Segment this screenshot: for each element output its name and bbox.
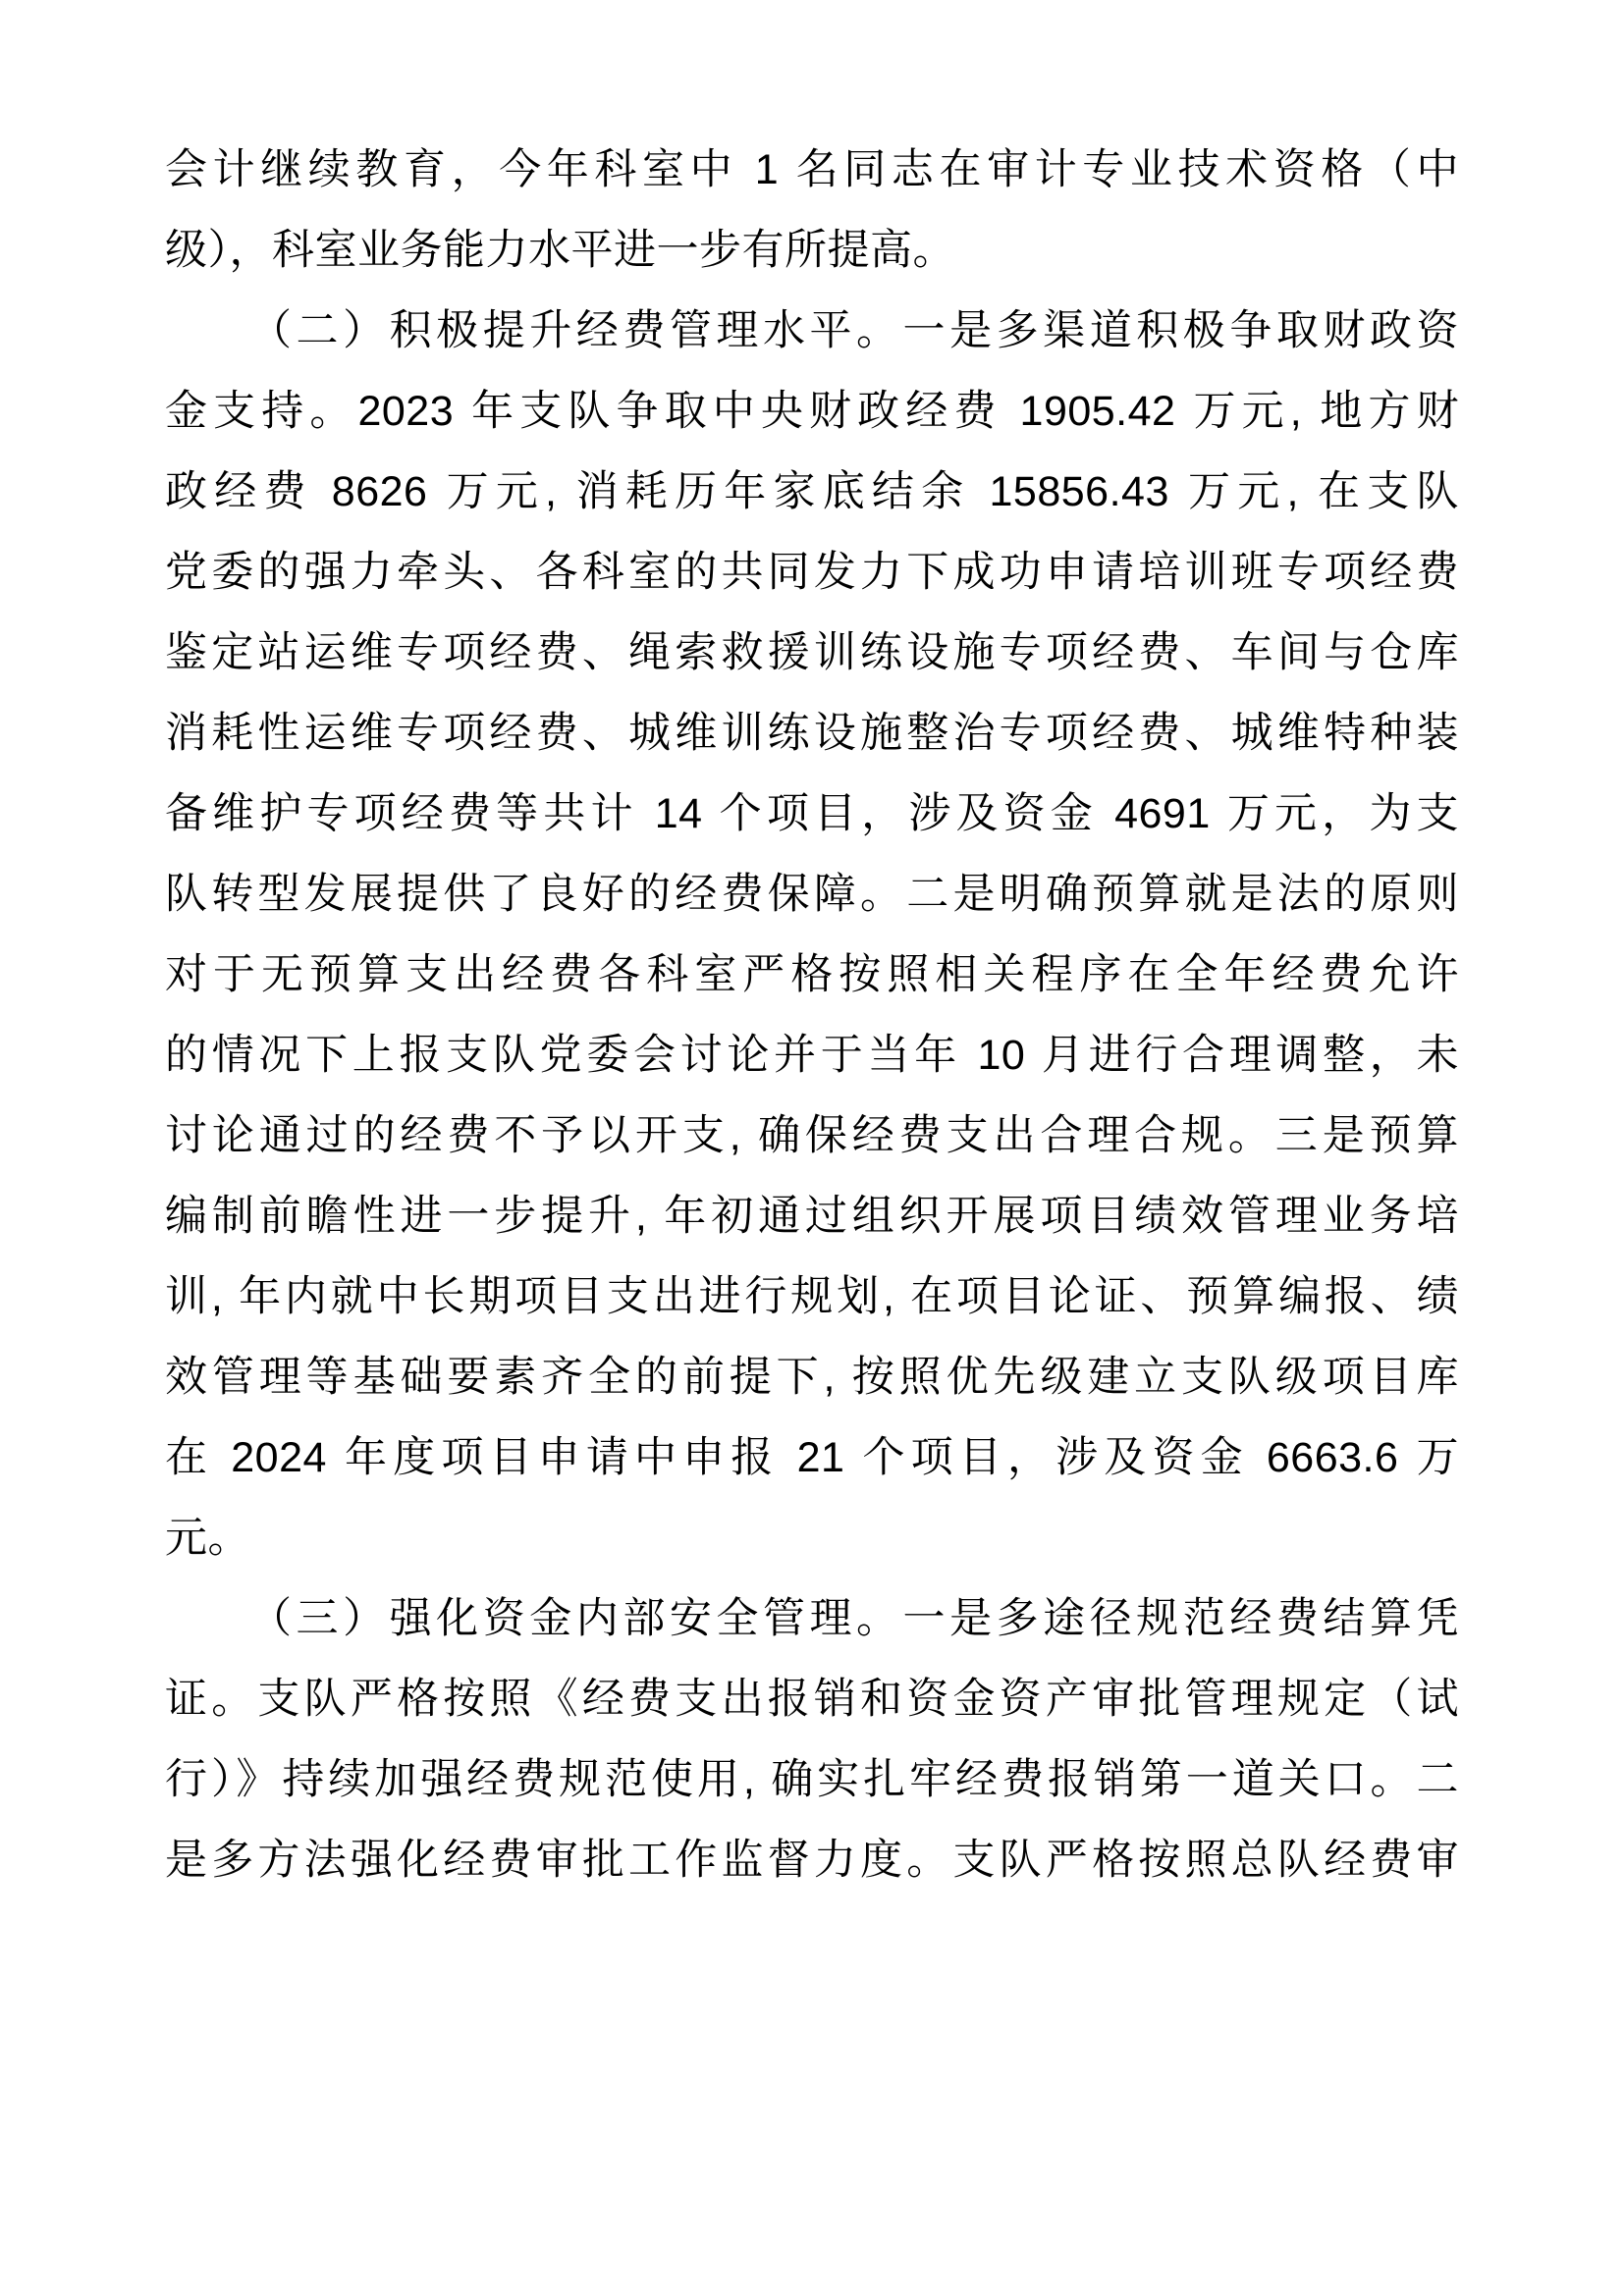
text-line: 备维护专项经费等共计 14 个项目，涉及资金 4691 万元，为支 [165,790,1459,837]
text-line: 级），科室业务能力水平进一步有所提高。 [165,227,955,274]
paragraph-section-3 [165,1578,1459,1900]
text-line: 行）》持续加强经费规范使用, 确实扎牢经费报销第一道关口。二 [165,1756,1459,1803]
text-line: 会计继续教育，今年科室中 1 名同志在审计专业技术资格（中 [165,146,1459,193]
text-line: 党委的强力牵头、各科室的共同发力下成功申请培训班专项经费 [165,549,1459,596]
text-line: 效管理等基础要素齐全的前提下, 按照优先级建立支队级项目库 [165,1354,1459,1401]
text-line: 讨论通过的经费不予以开支, 确保经费支出合理合规。三是预算 [165,1112,1459,1159]
document-body [165,130,1459,1900]
paragraph-continued [165,130,1459,291]
text-line: 鉴定站运维专项经费、绳索救援训练设施专项经费、车间与仓库 [165,629,1459,676]
text-line: 编制前瞻性进一步提升, 年初通过组织开展项目绩效管理业务培 [165,1193,1459,1240]
paragraph-section-2 [165,291,1459,1578]
text-line: 证。支队严格按照《经费支出报销和资金资产审批管理规定（试 [165,1676,1459,1723]
text-line: 政经费 8626 万元, 消耗历年家底结余 15856.43 万元, 在支队 [165,468,1459,515]
text-line: （二）积极提升经费管理水平。一是多渠道积极争取财政资 [249,307,1459,354]
text-line: 元。 [165,1515,250,1562]
text-line: 在 2024 年度项目申请中申报 21 个项目，涉及资金 6663.6 万 [165,1434,1459,1481]
text-line: 是多方法强化经费审批工作监督力度。支队严格按照总队经费审 [165,1837,1459,1884]
text-line: （三）强化资金内部安全管理。一是多途径规范经费结算凭 [249,1595,1459,1642]
text-line: 金支持。2023 年支队争取中央财政经费 1905.42 万元, 地方财 [165,388,1459,435]
text-line: 消耗性运维专项经费、城维训练设施整治专项经费、城维特种装 [165,710,1459,757]
text-line: 的情况下上报支队党委会讨论并于当年 10 月进行合理调整，未 [165,1032,1459,1079]
text-line: 队转型发展提供了良好的经费保障。二是明确预算就是法的原则 [165,871,1459,918]
text-line: 训, 年内就中长期项目支出进行规划, 在项目论证、预算编报、绩 [165,1273,1459,1320]
text-line: 对于无预算支出经费各科室严格按照相关程序在全年经费允许 [165,951,1459,998]
